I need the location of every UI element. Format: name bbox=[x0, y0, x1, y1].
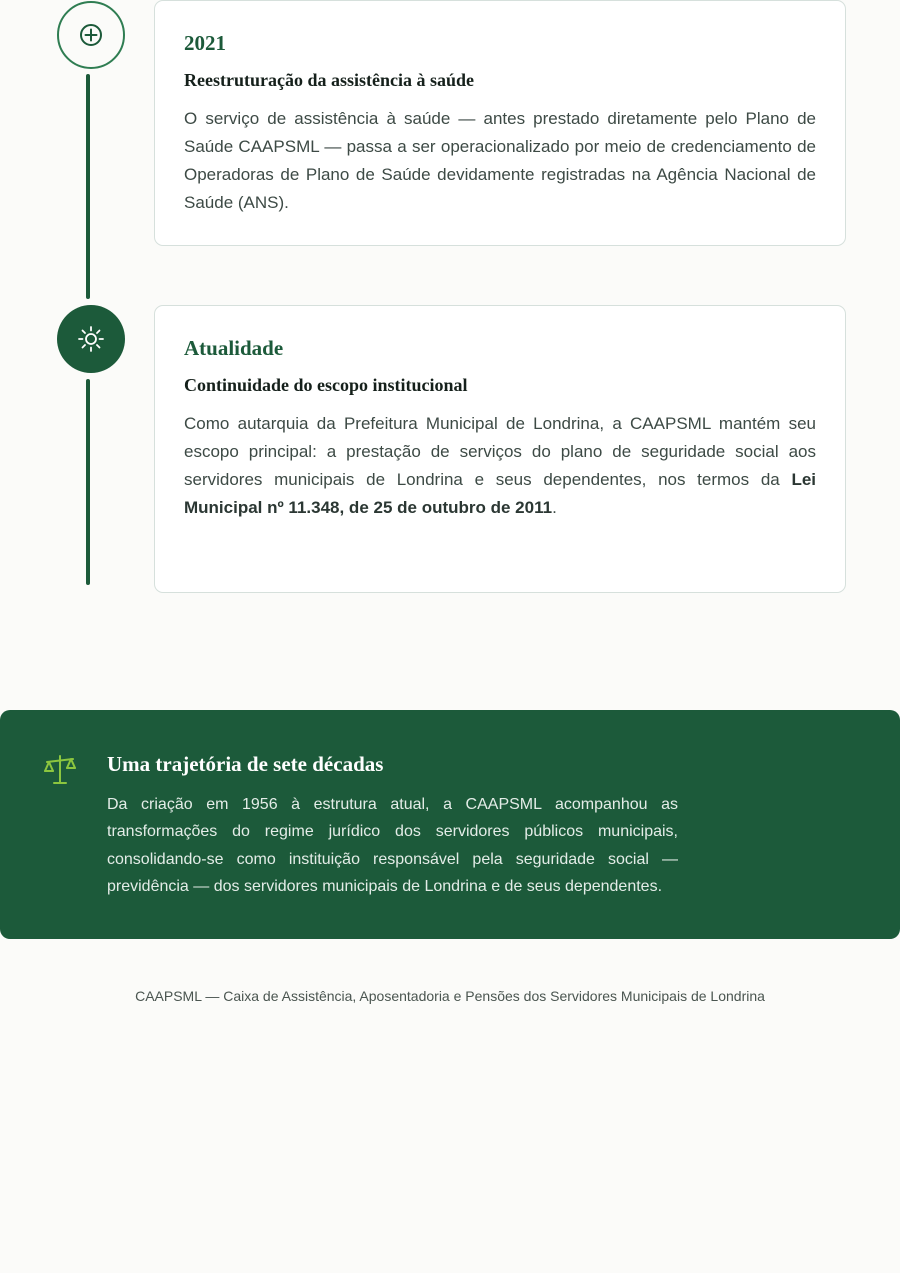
timeline-node-atualidade bbox=[57, 305, 125, 373]
scales-icon bbox=[43, 753, 77, 792]
banner-title: Uma trajetória de sete décadas bbox=[107, 752, 384, 776]
timeline-card-2021 bbox=[154, 0, 846, 246]
timeline-description: O serviço de assistência à saúde — antes prestado diretamente pelo Plano de Saúde CAAPSML — passa a ser operacionalizado por meio de credenciamento de Operadoras de Plano de Saúde devidamente registradas na Agência Nacional de Saúde (ANS). bbox=[184, 109, 816, 212]
timeline-subtitle: Continuidade do escopo institucional bbox=[184, 375, 468, 395]
timeline-description bbox=[184, 410, 816, 522]
timeline-node-2021 bbox=[57, 1, 125, 69]
description-text: Como autarquia da Prefeitura Municipal de Londrina, a CAAPSML mantém seu escopo principal: a prestação de serviços do plano de seguridade social aos servidores municipais de Londrina e seus dependentes, nos termos da bbox=[184, 414, 816, 489]
timeline-subtitle: Reestruturação da assistência à saúde bbox=[184, 70, 474, 90]
law-reference: Lei Municipal nº 11.348, de 25 de outubro de 2011 bbox=[184, 470, 816, 517]
description-text-end: . bbox=[552, 498, 557, 517]
timeline-card-atualidade bbox=[154, 305, 846, 593]
timeline-year: 2021 bbox=[184, 31, 226, 55]
footer-text: CAAPSML — Caixa de Assistência, Aposentadoria e Pensões dos Servidores Municipais de Londrina bbox=[135, 988, 765, 1004]
timeline-connector bbox=[86, 379, 90, 585]
timeline-connector bbox=[86, 74, 90, 299]
banner-text: Da criação em 1956 à estrutura atual, a CAAPSML acompanhou as transformações do regime jurídico dos servidores públicos municipais, consolidando-se como instituição responsável pela seguridade social — previdência — dos servidores municipais de Londrina e de seus dependentes. bbox=[107, 796, 678, 895]
timeline-year: Atualidade bbox=[184, 336, 284, 360]
